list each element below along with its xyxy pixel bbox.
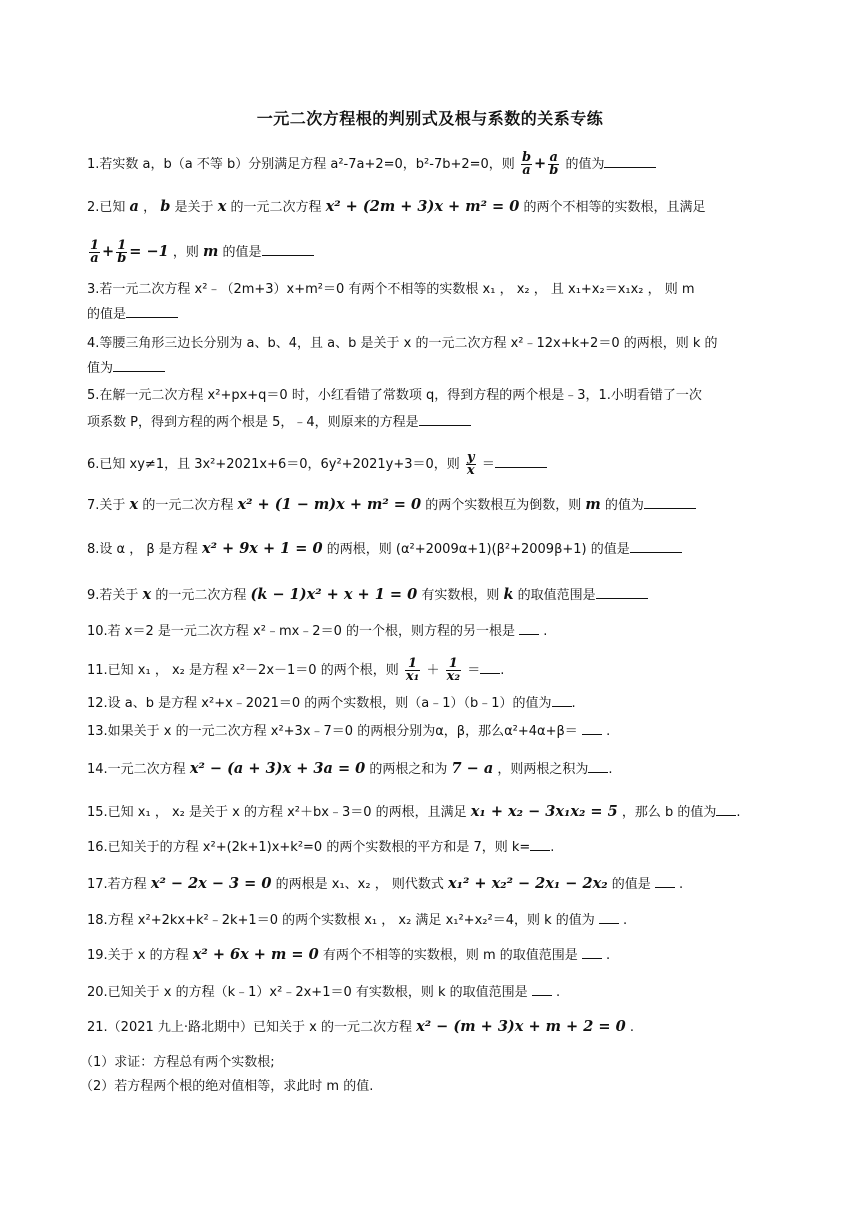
math-symbol: m — [203, 243, 219, 260]
answer-blank[interactable] — [419, 413, 471, 426]
question-text: 7.关于 — [87, 498, 126, 513]
question-text: 3.若一元二次方程 x²﹣（2m+3）x+m²＝0 有两个不相等的实数根 x₁ ， x₂ ， 且 x₁+x₂＝x₁x₂ ， 则 m — [87, 282, 695, 297]
question-5 — [87, 387, 777, 405]
question-text: 5.在解一元二次方程 x²+px+q＝0 时，小红看错了常数项 q，得到方程的两个根是﹣3，1.小明看错了一次 — [87, 388, 702, 403]
question-text: 有两个不相等的实数根，则 m 的取值范围是 — [322, 948, 578, 963]
question-21-part-1 — [80, 1054, 770, 1072]
answer-blank[interactable] — [582, 946, 602, 959]
question-text: 2.已知 — [87, 200, 126, 215]
question-3 — [87, 281, 777, 299]
math-equation: x² + (1 − m)x + m² = 0 — [237, 496, 422, 513]
fraction-1-over-b: $\frac{1}{b}$ — [117, 238, 127, 266]
question-text: 1.若实数 a，b（a 不等 b）分别满足方程 a²-7a+2=0，b²-7b+2=0，则 — [87, 157, 515, 172]
question-text: （1）求证：方程总有两个实数根; — [80, 1055, 275, 1070]
question-4 — [87, 335, 777, 353]
period: . — [608, 762, 613, 777]
math-symbol: a — [129, 198, 139, 215]
fraction-b-over-a: $\frac{b}{a}$ — [521, 150, 532, 178]
question-text: 的两根，则 (α²+2009α+1)(β²+2009β+1) 的值是 — [326, 542, 630, 557]
answer-blank[interactable] — [644, 496, 696, 509]
question-8 — [87, 540, 777, 559]
answer-blank[interactable] — [582, 722, 602, 735]
question-text: 的一元二次方程 — [230, 200, 322, 215]
math-equation: x² − 2x − 3 = 0 — [150, 875, 272, 892]
math-symbol: b — [160, 198, 171, 215]
question-18 — [87, 911, 777, 930]
question-3-cont — [87, 305, 777, 324]
math-equation: = −1 — [129, 243, 169, 260]
math-symbol: m — [585, 496, 601, 513]
period: . — [555, 985, 561, 1000]
question-text: 的值是 — [87, 307, 127, 322]
answer-blank[interactable] — [604, 155, 656, 168]
question-17 — [87, 875, 777, 894]
question-text: 有实数根，则 — [421, 588, 500, 603]
fraction-y-over-x: $\frac{y}{x}$ — [466, 450, 475, 478]
plus-sign: ＋ — [426, 663, 440, 678]
period: . — [679, 877, 684, 892]
question-20 — [87, 983, 777, 1002]
answer-blank[interactable] — [655, 875, 675, 888]
answer-blank[interactable] — [599, 911, 619, 924]
question-1: 1.若实数 a，b（a 不等 b）分别满足方程 a²-7a+2=0，b²-7b+2=0，则 $\frac{b}{a}$ + $\frac{a}{b}$ 的值为 — [87, 152, 777, 177]
math-symbol: x — [217, 198, 227, 215]
answer-blank[interactable] — [630, 540, 682, 553]
comma: ， — [143, 200, 157, 215]
answer-blank[interactable] — [519, 622, 539, 635]
question-21 — [87, 1018, 777, 1037]
question-text: 6.已知 xy≠1，且 3x²+2021x+6＝0，6y²+2021y+3＝0，则 — [87, 457, 460, 472]
answer-blank[interactable] — [113, 359, 165, 372]
math-equation: x² + (2m + 3)x + m² = 0 — [325, 198, 520, 215]
answer-blank[interactable] — [596, 586, 648, 599]
question-text: 15.已知 x₁ ， x₂ 是关于 x 的方程 x²＋bx﹣3＝0 的两根，且满足 — [87, 805, 467, 820]
question-text: 21.（2021 九上·路北期中）已知关于 x 的一元二次方程 — [87, 1020, 412, 1035]
question-text: 4.等腰三角形三边长分别为 a、b、4，且 a、b 是关于 x 的一元二次方程 x²﹣12x+k+2＝0 的两根，则 k 的 — [87, 336, 718, 351]
math-symbol: k — [503, 586, 514, 603]
answer-blank[interactable] — [262, 243, 314, 256]
period: . — [500, 663, 505, 678]
question-text: 18.方程 x²+2kx+k²﹣2k+1＝0 的两个实数根 x₁ ， x₂ 满足 x₁²+x₂²＝4，则 k 的值为 — [87, 913, 595, 928]
question-text: 的一元二次方程 — [155, 588, 247, 603]
question-9 — [87, 586, 777, 605]
math-equation: x² − (m + 3)x + m + 2 = 0 — [416, 1018, 626, 1035]
question-2 — [87, 198, 777, 217]
answer-blank[interactable] — [495, 455, 547, 468]
period: . — [623, 913, 628, 928]
question-5-cont — [87, 413, 777, 432]
math-symbol: x — [142, 586, 152, 603]
math-equation: 7 − a — [451, 760, 494, 777]
math-equation: (k − 1)x² + x + 1 = 0 — [250, 586, 418, 603]
question-text: 项系数 P，得到方程的两个根是 5，﹣4，则原来的方程是 — [87, 415, 419, 430]
answer-blank[interactable] — [480, 661, 500, 674]
period: . — [571, 696, 576, 711]
question-text: 的取值范围是 — [517, 588, 596, 603]
math-equation: x² + 9x + 1 = 0 — [201, 540, 323, 557]
question-4-cont — [87, 359, 777, 378]
math-symbol: x — [129, 496, 139, 513]
question-text: 12.设 a、b 是方程 x²+x﹣2021＝0 的两个实数根，则（a﹣1）（b﹣1）的值为 — [87, 696, 552, 711]
fraction-1-over-a: $\frac{1}{a}$ — [90, 238, 100, 266]
question-text: 19.关于 x 的方程 — [87, 948, 189, 963]
math-equation: x² − (a + 3)x + 3a = 0 — [189, 760, 366, 777]
answer-blank[interactable] — [532, 983, 552, 996]
question-text: 的值为 — [565, 157, 605, 172]
math-equation: x² + 6x + m = 0 — [192, 946, 319, 963]
question-10 — [87, 622, 777, 641]
document-title: 一元二次方程根的判别式及根与系数的关系专练 — [256, 109, 604, 128]
answer-blank[interactable] — [588, 760, 608, 773]
question-7 — [87, 496, 777, 515]
question-text: ，那么 b 的值为 — [621, 805, 717, 820]
question-text: 16.已知关于的方程 x²+(2k+1)x+k²=0 的两个实数根的平方和是 7，则 k= — [87, 840, 531, 855]
fraction-a-over-b: $\frac{a}{b}$ — [549, 150, 559, 178]
question-text: . — [543, 624, 548, 639]
question-text: 的值为 — [604, 498, 644, 513]
question-text: ，则两根之积为 — [497, 762, 589, 777]
question-14 — [87, 760, 777, 779]
math-equation: x₁² + x₂² − 2x₁ − 2x₂ — [447, 875, 608, 892]
answer-blank[interactable] — [552, 694, 572, 707]
question-text: 的两个实数根互为倒数，则 — [425, 498, 582, 513]
period: . — [736, 805, 741, 820]
question-text: ，则 — [172, 245, 199, 260]
question-text: 17.若方程 — [87, 877, 147, 892]
math-equation: x₁ + x₂ − 3x₁x₂ = 5 — [470, 803, 618, 820]
question-13 — [87, 722, 777, 741]
question-text: 值为 — [87, 361, 114, 376]
question-text: 14.一元二次方程 — [87, 762, 186, 777]
question-text: 13.如果关于 x 的一元二次方程 x²+3x﹣7＝0 的两根分别为α，β，那么α²+4α+β＝ — [87, 724, 578, 739]
question-21-part-2 — [80, 1078, 770, 1096]
question-text: 10.若 x＝2 是一元二次方程 x²﹣mx﹣2＝0 的一个根，则方程的另一根是 — [87, 624, 515, 639]
answer-blank[interactable] — [530, 838, 550, 851]
period: . — [629, 1020, 634, 1035]
question-11 — [87, 658, 777, 683]
question-15 — [87, 803, 777, 822]
question-text: ＝ — [481, 457, 495, 472]
period: . — [550, 840, 555, 855]
question-text: 9.若关于 — [87, 588, 139, 603]
fraction-1-over-x2: $\frac{1}{\text{x₂}}$ — [446, 656, 461, 684]
question-text: 的值是 — [222, 245, 262, 260]
period: . — [606, 948, 611, 963]
question-text: 20.已知关于 x 的方程（k﹣1）x²﹣2x+1＝0 有实数根，则 k 的取值范围是 — [87, 985, 528, 1000]
period: . — [606, 724, 611, 739]
question-text: （2）若方程两个根的绝对值相等，求此时 m 的值. — [80, 1079, 374, 1094]
question-text: 的值是 — [611, 877, 651, 892]
question-2-cont: $\frac{1}{a}$ + $\frac{1}{b}$ = −1 ，则 m 的值是 — [87, 240, 777, 265]
equals-sign: ＝ — [467, 663, 481, 678]
question-text: 的两根是 x₁、x₂ ， 则代数式 — [275, 877, 444, 892]
answer-blank[interactable] — [716, 803, 736, 816]
question-16 — [87, 838, 777, 857]
question-6 — [87, 452, 777, 477]
question-text: 的两个不相等的实数根，且满足 — [523, 200, 706, 215]
question-text: 的一元二次方程 — [142, 498, 234, 513]
question-12 — [87, 694, 777, 713]
fraction-1-over-x1: $\frac{1}{\text{x₁}}$ — [405, 656, 420, 684]
answer-blank[interactable] — [126, 305, 178, 318]
question-text: 8.设 α ， β 是方程 — [87, 542, 198, 557]
question-text: 的两根之和为 — [369, 762, 448, 777]
question-text: 是关于 — [174, 200, 214, 215]
question-19 — [87, 946, 777, 965]
question-text: 11.已知 x₁ ， x₂ 是方程 x²－2x－1＝0 的两个根，则 — [87, 663, 399, 678]
